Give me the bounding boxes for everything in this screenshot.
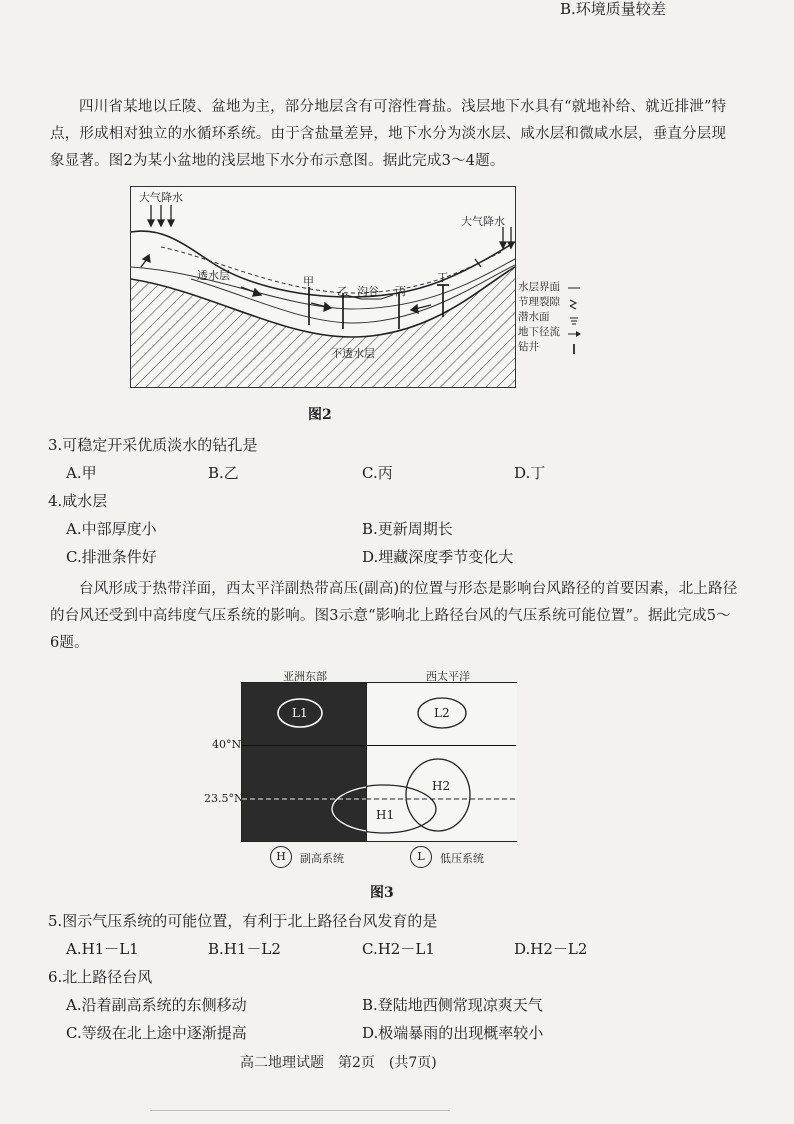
legend-item-flow: 地下径流 [518, 326, 560, 338]
header-smudge [60, 0, 240, 4]
q5-option-d[interactable]: D.H2－L2 [514, 940, 588, 958]
groundwater-diagram [131, 187, 515, 387]
q6-stem: 6.北上路径台风 [48, 968, 153, 986]
q4-option-b[interactable]: B.更新周期长 [362, 520, 453, 538]
label-h2: H2 [432, 779, 451, 793]
label-rain-right: 大气降水 [461, 215, 505, 228]
legend-h-symbol: H [270, 846, 292, 868]
q4-option-c[interactable]: C.排泄条件好 [66, 548, 157, 566]
q4-option-d[interactable]: D.埋藏深度季节变化大 [362, 548, 514, 566]
legend-item-well: 钻井 [518, 341, 539, 353]
label-yi: 乙 [337, 285, 348, 298]
q5-option-b[interactable]: B.H1－L2 [208, 940, 281, 958]
legend-h-text: 副高系统 [300, 852, 344, 865]
q5-stem: 5.图示气压系统的可能位置，有利于北上路径台风发育的是 [48, 912, 438, 930]
region-asia-label: 亚洲东部 [283, 670, 327, 683]
legend-l-symbol: L [410, 846, 432, 868]
figure-2 [130, 186, 516, 388]
legend-water-table-symbol [570, 318, 578, 324]
q6-option-d[interactable]: D.极端暴雨的出现概率较小 [362, 1024, 544, 1042]
bottom-rule [150, 1110, 450, 1111]
q3-option-c[interactable]: C.丙 [362, 464, 393, 482]
legend-item-fissure: 节理裂隙 [518, 296, 560, 308]
q4-stem: 4.咸水层 [48, 492, 108, 510]
q5-option-c[interactable]: C.H2－L1 [362, 940, 435, 958]
region-pacific-label: 西太平洋 [426, 670, 470, 683]
label-ding: 丁 [437, 271, 448, 284]
legend-flow-symbol [568, 331, 581, 337]
label-l1: L1 [292, 706, 308, 720]
legend-item-water-table: 潜水面 [518, 311, 550, 323]
lat-23-label: 23.5°N [204, 792, 244, 805]
label-jia: 甲 [303, 275, 314, 288]
figure-3-caption: 图3 [370, 885, 394, 901]
impermeable-layer [131, 267, 515, 387]
legend-l-text: 低压系统 [440, 852, 484, 865]
label-bing: 丙 [395, 285, 406, 298]
page-footer: 高二地理试题 第2页 (共7页) [240, 1055, 437, 1071]
prev-option-b: B.环境质量较差 [560, 0, 666, 18]
q6-option-b[interactable]: B.登陆地西侧常现凉爽天气 [362, 996, 543, 1014]
h2-ellipse [406, 759, 470, 831]
q3-option-a[interactable]: A.甲 [66, 464, 97, 482]
label-rain-left: 大气降水 [139, 191, 183, 204]
q3-stem: 3.可稳定开采优质淡水的钻孔是 [48, 436, 258, 454]
lat-40-label: 40°N [212, 738, 242, 751]
q3-option-b[interactable]: B.乙 [208, 464, 239, 482]
figure-3 [241, 682, 517, 842]
passage-1: 四川省某地以丘陵、盆地为主，部分地层含有可溶性膏盐。浅层地下水具有“就地补给、就近排泄”特点，形成相对独立的水循环系统。由于含盐量差异，地下水分为淡水层、咸水层和微咸水层，垂直分层现象显著。图2为某小盆地的浅层地下水分布示意图。据此完成3～4题。 [50, 99, 727, 169]
q4-option-a[interactable]: A.中部厚度小 [66, 520, 157, 538]
figure-2-caption: 图2 [308, 407, 332, 423]
legend-item-interface: 水层界面 [518, 281, 560, 293]
label-valley: 沟谷 [357, 285, 379, 298]
label-impermeable: 不透水层 [331, 347, 375, 360]
label-l2: L2 [434, 706, 450, 720]
passage-2: 台风形成于热带洋面，西太平洋副热带高压(副高)的位置与形态是影响台风路径的首要因素，北上路径的台风还受到中高纬度气压系统的影响。图3示意“影响北上路径台风的气压系统可能位置”。据此完成5～6题。 [50, 581, 738, 651]
label-h1: H1 [376, 808, 395, 822]
q6-option-c[interactable]: C.等级在北上途中逐渐提高 [66, 1024, 247, 1042]
legend-symbols [566, 282, 586, 358]
q6-option-a[interactable]: A.沿着副高系统的东侧移动 [66, 996, 247, 1014]
q3-option-d[interactable]: D.丁 [514, 464, 546, 482]
label-permeable: 透水层 [197, 269, 230, 282]
ground-surface [131, 231, 515, 297]
legend-fissure-symbol [570, 300, 576, 309]
q5-option-a[interactable]: A.H1－L1 [66, 940, 139, 958]
